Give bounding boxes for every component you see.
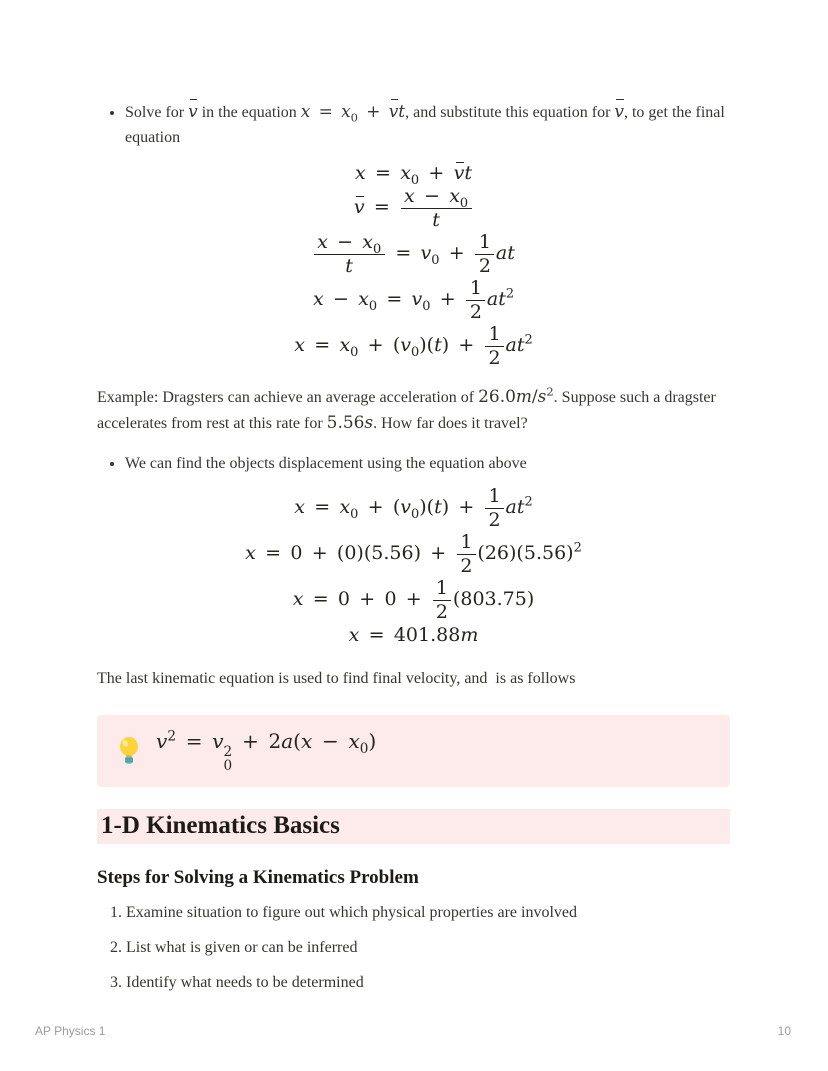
footer-page-number: 10 [777, 1024, 791, 1038]
subsection-heading: Steps for Solving a Kinematics Problem [97, 866, 419, 888]
equation-line: x = 401.88m [348, 624, 479, 647]
inline-math: v [188, 101, 198, 121]
equation-line: $x - x_0 = v_0$ + $\frac{1}{2}$ $at^2$ [312, 277, 515, 323]
inline-math: 5.56s [326, 412, 374, 433]
bullet-list [97, 451, 730, 476]
page-content [97, 99, 730, 1005]
bullet-item-displacement: • We can find the objects displacement using the equation above [125, 451, 730, 476]
equation-line: $\frac{x - x_0}{t}$ = $v_0$ + $\frac{1}{2}$ at [97, 232, 730, 276]
last-equation-paragraph: The last kinematic equation is used to find final velocity, and is as follows [97, 670, 576, 688]
lightbulb-icon [117, 736, 141, 766]
equation-line: $x = x_0 + (v_0)(t)$ + $\frac{1}{2}$ $at^2$ [294, 485, 533, 531]
inline-math: $x = x_0$ + vt [300, 101, 406, 125]
numbered-item-3: 3. Identify what needs to be determined [126, 970, 730, 995]
equation-line: $x = x_0$ + vt [355, 162, 472, 188]
equation-block-derivation [97, 162, 730, 368]
equation-line: x = 0 + 0 + $\frac{1}{2}$ (803.75) [292, 577, 535, 623]
bullet-list [97, 99, 730, 150]
inline-math: v [614, 101, 624, 121]
inline-math: $26.0m/s^2$ [478, 384, 554, 407]
equation-line: x = 0 + (0)(5.56) + $\frac{1}{2}$ $(26)(5.56)^2$ [245, 531, 582, 577]
section-heading: 1-D Kinematics Basics [97, 809, 730, 844]
callout-equation: $v^2 = v$ 2 0 + $2a(x - x_0)$ [156, 728, 377, 774]
numbered-item-2: 2. List what is given or can be inferred [126, 935, 730, 960]
equation-line: v = $\frac{x - x_0}{t}$ [97, 186, 730, 230]
numbered-list [97, 900, 730, 995]
equation-block-worked-example [97, 486, 730, 646]
numbered-item-1: 1. Examine situation to figure out which physical properties are involved [126, 900, 730, 925]
callout-box [97, 715, 730, 787]
equation-line: $x = x_0 + (v_0)(t)$ + $\frac{1}{2}$ $at^2$ [294, 323, 533, 369]
example-paragraph: Example: Dragsters can achieve an average acceleration of $26.0m/s^2$. Suppose such a dragster accelerates from rest at this rate for 5.56s. How far does it travel? [97, 384, 716, 433]
footer-doc-title: AP Physics 1 [35, 1024, 106, 1038]
page-footer [35, 1024, 791, 1038]
bullet-item-solve-for-v: • Solve for v in the equation $x = x_0$ + vt, and substitute this equation for v, to get the final equation [125, 99, 730, 150]
